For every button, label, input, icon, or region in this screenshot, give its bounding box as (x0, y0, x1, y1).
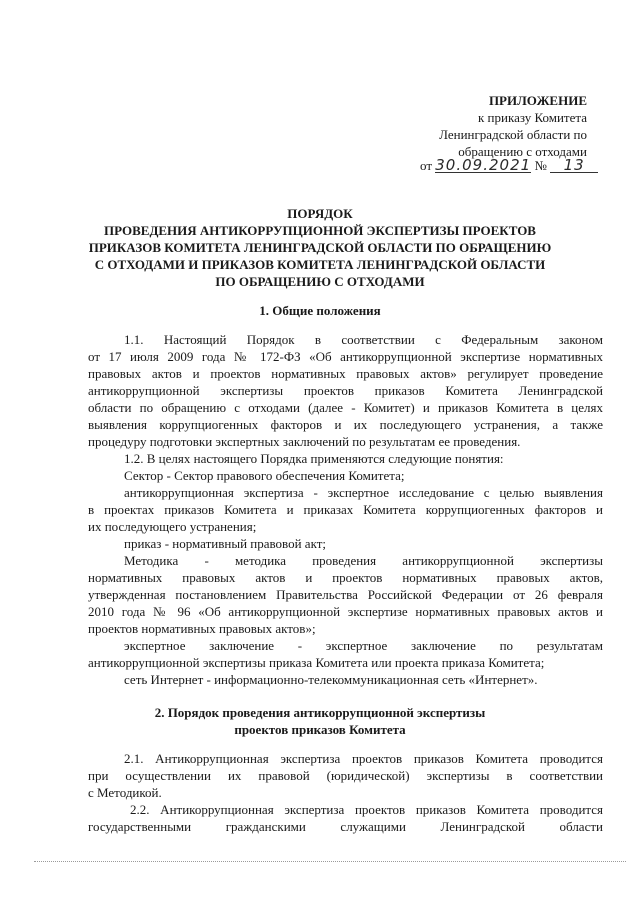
appendix-line-2: Ленинградской области по (439, 127, 587, 142)
paragraph-line: их последующего устранения; (88, 519, 257, 534)
paragraph-line: при осуществлении их правовой (юридической) экспертизы в соответствии (88, 768, 603, 783)
paragraph-line: Сектор - Сектор правового обеспечения Комитета; (124, 468, 405, 483)
paragraph-line: приказ - нормативный правовой акт; (124, 536, 327, 551)
paragraph-line: государственными гражданскими служащими Ленинградской области (88, 819, 603, 834)
doc-title-line-3: ПРИКАЗОВ КОМИТЕТА ЛЕНИНГРАДСКОЙ ОБЛАСТИ ПО ОБРАЩЕНИЮ (88, 240, 552, 255)
paragraph-line: антикоррупционной экспертизы проектов приказов Комитета Ленинградской (88, 383, 603, 398)
number-prefix: № (534, 158, 547, 173)
paragraph-line: правовых актов и проектов нормативных правовых актов» регулирует проведение (88, 366, 603, 381)
doc-title-line-2: ПРОВЕДЕНИЯ АНТИКОРРУПЦИОННОЙ ЭКСПЕРТИЗЫ ПРОЕКТОВ (104, 223, 536, 238)
doc-title-line-1: ПОРЯДОК (287, 206, 353, 221)
section-1-heading: 1. Общие положения (259, 303, 381, 318)
handwritten-number: 13 (550, 158, 598, 173)
paragraph-line: сеть Интернет - информационно-телекоммуникационная сеть «Интернет». (124, 672, 538, 687)
doc-title-line-4: С ОТХОДАМИ И ПРИКАЗОВ КОМИТЕТА ЛЕНИНГРАДСКОЙ ОБЛАСТИ (94, 257, 546, 272)
paragraph-line: антикоррупционной экспертизы приказа Комитета или проекта приказа Комитета; (88, 655, 545, 670)
paragraph-line: утвержденная постановлением Правительства Российской Федерации от 26 февраля (88, 587, 603, 602)
paragraph-line: 2010 года № 96 «Об антикоррупционной экспертизе нормативных правовых актов и (88, 604, 603, 619)
appendix-title: ПРИЛОЖЕНИЕ (488, 93, 587, 108)
doc-title-line-5: ПО ОБРАЩЕНИЮ С ОТХОДАМИ (215, 274, 425, 289)
paragraph-line: проектов нормативных правовых актов»; (88, 621, 316, 636)
paragraph-line: в проектах приказов Комитета и приказах Комитета коррупциогенных факторов и (88, 502, 603, 517)
paragraph-line: нормативных правовых актов и проектов нормативных правовых актов, (88, 570, 603, 585)
handwritten-date: 30.09.2021 (435, 156, 532, 174)
section-2-heading-line-2: проектов приказов Комитета (234, 722, 406, 737)
section-2-heading-line-1: 2. Порядок проведения антикоррупционной экспертизы (154, 705, 486, 720)
page-bottom-rule (34, 861, 626, 862)
paragraph-line: антикоррупционная экспертиза - экспертное исследование с целью выявления (124, 485, 603, 500)
paragraph-line: 2.2. Антикоррупционная экспертиза проектов приказов Комитета проводится (130, 802, 603, 817)
paragraph-line: с Методикой. (88, 785, 162, 800)
paragraph-line: области по обращению с отходами (далее - Комитет) и приказов Комитета в целях (88, 400, 603, 415)
appendix-date-line (420, 158, 598, 174)
paragraph-line: экспертное заключение - экспертное заключение по результатам (124, 638, 603, 653)
paragraph-line: 1.1. Настоящий Порядок в соответствии с Федеральным законом (124, 332, 603, 347)
appendix-line-3: обращению с отходами (458, 144, 587, 159)
date-prefix: от (420, 158, 433, 173)
paragraph-line: Методика - методика проведения антикоррупционной экспертизы (124, 553, 603, 568)
paragraph-line: процедуру подготовки экспертных заключений по результатам ее проведения. (88, 434, 521, 449)
paragraph-line: 2.1. Антикоррупционная экспертиза проектов приказов Комитета проводится (124, 751, 603, 766)
appendix-line-1: к приказу Комитета (477, 110, 587, 125)
paragraph-line: 1.2. В целях настоящего Порядка применяются следующие понятия: (124, 451, 504, 466)
paragraph-line: выявления коррупциогенных факторов и их последующего устранения, а также (88, 417, 603, 432)
paragraph-line: от 17 июля 2009 года № 172-ФЗ «Об антикоррупционной экспертизе нормативных (88, 349, 603, 364)
